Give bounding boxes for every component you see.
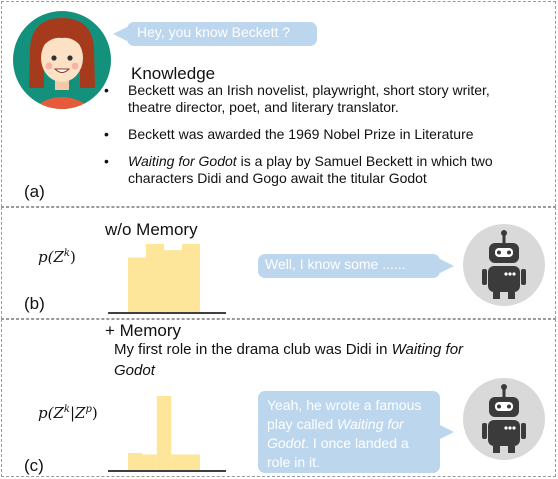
panel-b-label: (b)	[24, 294, 45, 313]
memory-text-segment: Waiting for Godot	[114, 341, 464, 379]
reply-text-c-segment: Waiting for Godot	[267, 416, 404, 451]
memory-text-segment: My first role in the drama club was Didi in	[114, 341, 392, 358]
question-text: Hey, you know Beckett ?	[137, 24, 291, 40]
posterior-formula: $p(Z^k|Z^p)$	[38, 404, 98, 422]
robot-icon	[462, 377, 546, 461]
knowledge-item-segment: Beckett was awarded the 1969 Nobel Prize in Literature	[128, 126, 474, 142]
distribution-c-bar	[157, 396, 171, 470]
distribution-c-bar	[171, 454, 185, 470]
knowledge-item-segment: Beckett was an Irish novelist, playwright, short story writer, theatre director, poet, and literary translator.	[128, 82, 490, 115]
distribution-c-bar	[128, 453, 142, 470]
reply-text-c-segment: Yeah, he wrote a famous play called	[267, 397, 422, 432]
reply-bubble-c	[258, 391, 440, 473]
panel-c-label: (c)	[24, 456, 44, 475]
panel-a-label: (a)	[24, 182, 45, 201]
without-memory-title: w/o Memory	[105, 220, 198, 239]
reply-text-c-segment: . I once landed a role in it.	[267, 435, 409, 470]
distribution-c-bar	[142, 454, 156, 470]
reply-text-b: Well, I know some ......	[265, 256, 406, 272]
knowledge-item-segment: Waiting for Godot	[128, 153, 237, 169]
prior-formula: $p(Z^k)$	[38, 248, 76, 266]
knowledge-title: Knowledge	[131, 64, 216, 83]
distribution-c-bar	[186, 454, 200, 470]
knowledge-item-segment: is a play by Samuel Beckett in which two characters Didi and Gogo await the titular Godot	[128, 153, 493, 186]
with-memory-title: + Memory	[105, 321, 182, 340]
